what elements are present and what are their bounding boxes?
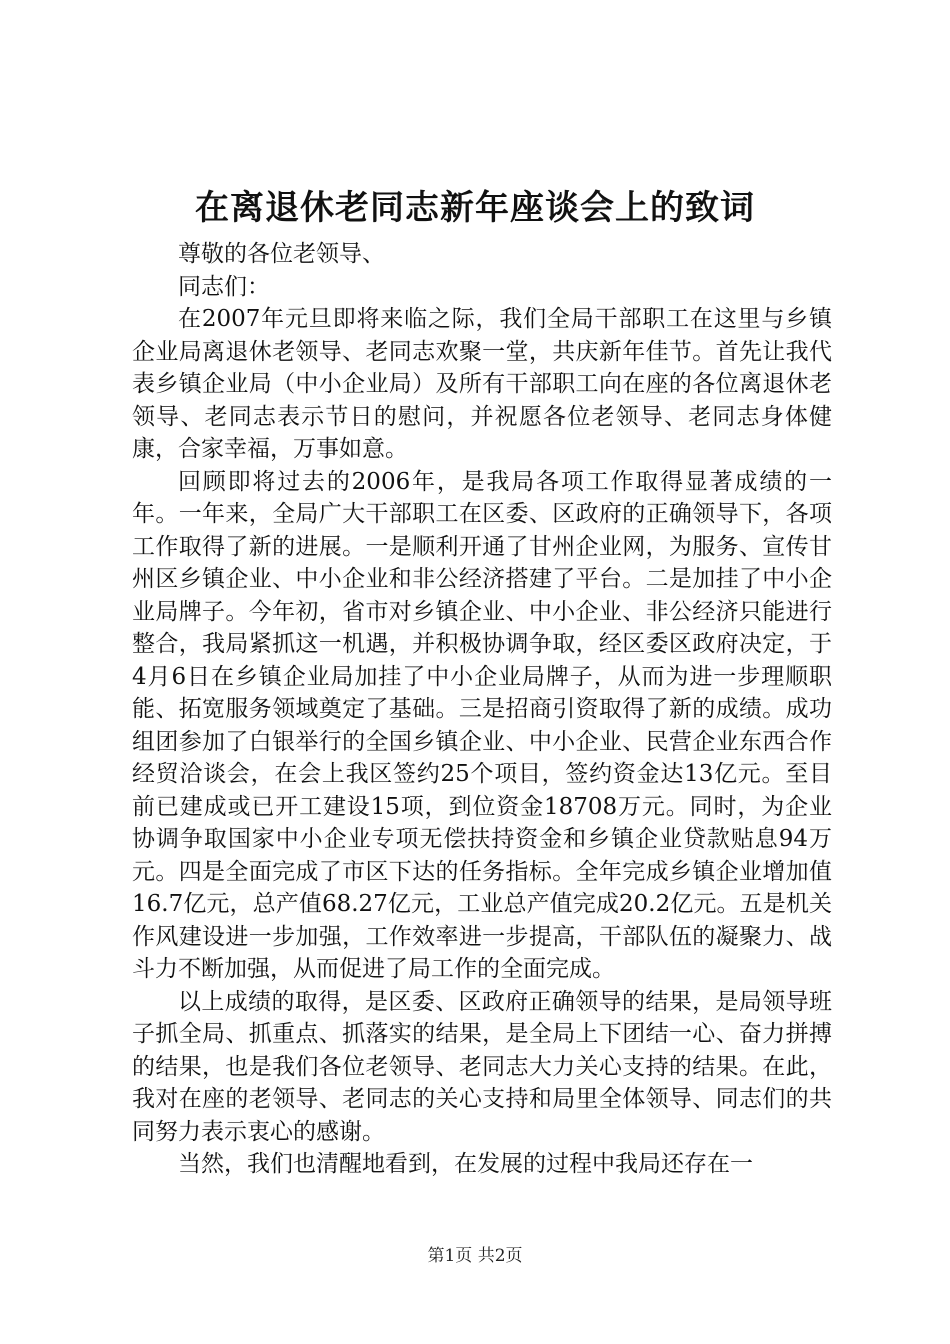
document-body: [132, 238, 832, 1181]
paragraph-opening: 在2007年元旦即将来临之际，我们全局干部职工在这里与乡镇企业局离退休老领导、老同志欢聚一堂，共庆新年佳节。首先让我代表乡镇企业局（中小企业局）及所有干部职工向在座的各位离退休老领导、老同志表示节日的慰问，并祝愿各位老领导、老同志身体健康，合家幸福，万事如意。: [132, 306, 832, 462]
paragraph-continued: 当然，我们也清醒地看到，在发展的过程中我局还存在一: [178, 1151, 753, 1177]
paragraph-achievements: 回顾即将过去的2006年，是我局各项工作取得显著成绩的一年。一年来，全局广大干部职工在区委、区政府的正确领导下，各项工作取得了新的进展。一是顺利开通了甘州企业网，为服务、宣传甘州区乡镇企业、中小企业和非公经济搭建了平台。二是加挂了中小企业局牌子。今年初，省市对乡镇企业、中小企业、非公经济只能进行整合，我局紧抓这一机遇，并积极协调争取，经区委区政府决定，于4月6日在乡镇企业局加挂了中小企业局牌子，从而为进一步理顺职能、拓宽服务领域奠定了基础。三是招商引资取得了新的成绩。成功组团参加了白银举行的全国乡镇企业、中小企业、民营企业东西合作经贸洽谈会，在会上我区签约25个项目，签约资金达13亿元。至目前已建成或已开工建设15项，到位资金18708万元。同时，为企业协调争取国家中小企业专项无偿扶持资金和乡镇企业贷款贴息94万元。四是全面完成了市区下达的任务指标。全年完成乡镇企业增加值16.7亿元，总产值68.27亿元，工业总产值完成20.2亿元。五是机关作风建设进一步加强，工作效率进一步提高，干部队伍的凝聚力、战斗力不断加强，从而促进了局工作的全面完成。: [132, 468, 832, 982]
salutation-line-2: 同志们：: [178, 273, 270, 300]
paragraph-thanks: 以上成绩的取得，是区委、区政府正确领导的结果，是局领导班子抓全局、抓重点、抓落实的结果，是全局上下团结一心、奋力拼搏的结果，也是我们各位老领导、老同志大力关心支持的结果。在此，我对在座的老领导、老同志的关心支持和局里全体领导、同志们的共同努力表示衷心的感谢。: [132, 988, 832, 1145]
document-title: 在离退休老同志新年座谈会上的致词: [195, 188, 755, 228]
salutation-line-1: 尊敬的各位老领导、: [178, 241, 385, 267]
page-number-footer: 第1页 共2页: [427, 1246, 523, 1266]
